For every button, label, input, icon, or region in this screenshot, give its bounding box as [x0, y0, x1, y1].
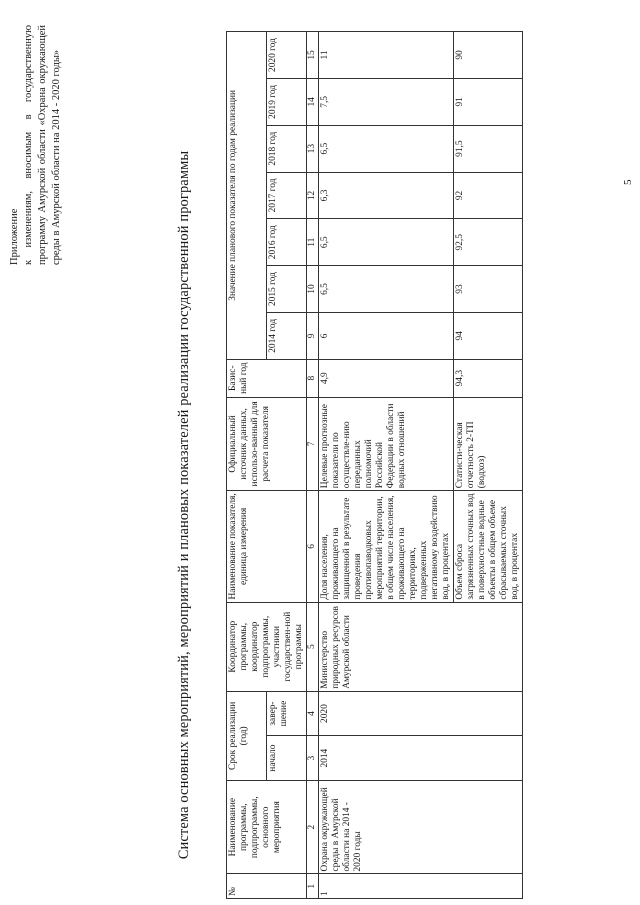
header-start: начало: [267, 736, 307, 781]
header-row: [227, 32, 267, 899]
indicator-value: 92: [454, 172, 523, 219]
indicator-value: 7,5: [319, 78, 454, 125]
header-year: 2015 год: [267, 266, 307, 313]
indicator-name: Доля населения, проживающего на защищенной в результате проведения противопаводковых мероприятий территории, в общем числе населения, проживающего на территориях, подверженных негативному воздействию вод, в процентах: [319, 491, 454, 602]
row-coordinator: Министерство природных ресурсов Амурской области: [319, 602, 523, 691]
indicator-source: Статисти-ческая отчетность 2-ТП (водхоз): [454, 397, 523, 491]
indicator-value: 94: [454, 312, 523, 359]
header-year: 2018 год: [267, 125, 307, 172]
header-num: №: [227, 874, 307, 899]
indicator-value: 6,5: [319, 219, 454, 266]
indicator-base: 4,9: [319, 359, 454, 397]
indicator-value: 90: [454, 32, 523, 79]
column-number-row: [307, 32, 319, 899]
column-number: 2: [307, 780, 319, 874]
indicators-table: [226, 31, 523, 899]
column-number: 15: [307, 32, 319, 79]
appendix-block: [8, 25, 64, 265]
header-period: Срок реализации (год): [227, 691, 267, 780]
page-number: 5: [622, 179, 634, 185]
header-year: 2017 год: [267, 172, 307, 219]
indicator-value: 91: [454, 78, 523, 125]
indicator-value: 91,5: [454, 125, 523, 172]
header-base-year: Базис-ный год: [227, 359, 307, 397]
document-title: Система основных мероприятий, мероприятий и плановых показателей реализации государственной программы: [176, 150, 192, 860]
row-end: 2020: [319, 691, 523, 736]
indicator-value: 92,5: [454, 219, 523, 266]
header-year: 2014 год: [267, 312, 307, 359]
header-end: завер-шение: [267, 691, 307, 736]
column-number: 14: [307, 78, 319, 125]
header-indicator: Наименование показателя, единица измерения: [227, 491, 307, 602]
indicator-value: 6,5: [319, 266, 454, 313]
column-number: 10: [307, 266, 319, 313]
indicator-name: Объем сброса загрязненных сточных вод в поверхностные водные объекты в общем объеме сбрасываемых сточных вод, в процентах: [454, 491, 523, 602]
column-number: 12: [307, 172, 319, 219]
row-name: Охрана окружающей среды в Амурской области на 2014 - 2020 годы: [319, 780, 523, 874]
column-number: 1: [307, 874, 319, 899]
column-number: 6: [307, 491, 319, 602]
indicator-value: 6: [319, 312, 454, 359]
column-number: 11: [307, 219, 319, 266]
row-num: 1: [319, 874, 523, 899]
column-number: 9: [307, 312, 319, 359]
header-coordinator: Координатор программы, координатор подпрограммы, участники государствен-ной программы: [227, 602, 307, 691]
header-source: Официальный источник данных, использо-ванный для расчета показателя: [227, 397, 307, 491]
column-number: 8: [307, 359, 319, 397]
table-row: [319, 32, 454, 899]
header-planned: Значение планового показателя по годам реализации: [227, 32, 267, 360]
header-year: 2020 год: [267, 32, 307, 79]
indicator-value: 6,3: [319, 172, 454, 219]
appendix-label: Приложение: [9, 208, 20, 265]
column-number: 4: [307, 691, 319, 736]
column-number: 13: [307, 125, 319, 172]
appendix-text: к изменениям, вносимым в государственную программу Амурской области «Охрана окружающей среды в Амурской области на 2014 - 2020 годы»: [23, 25, 62, 265]
column-number: 3: [307, 736, 319, 781]
indicator-value: 93: [454, 266, 523, 313]
indicator-value: 6,5: [319, 125, 454, 172]
indicator-source: Целевые прогнозные показатели по осуществле-нию переданных полномочий Российской Федерации в области водных отношений: [319, 397, 454, 491]
row-start: 2014: [319, 736, 523, 781]
column-number: 5: [307, 602, 319, 691]
column-number: 7: [307, 397, 319, 491]
indicator-value: 11: [319, 32, 454, 79]
header-year: 2019 год: [267, 78, 307, 125]
indicator-base: 94,3: [454, 359, 523, 397]
header-year: 2016 год: [267, 219, 307, 266]
header-name: Наименование программы, подпрограммы, основного мероприятия: [227, 780, 307, 874]
